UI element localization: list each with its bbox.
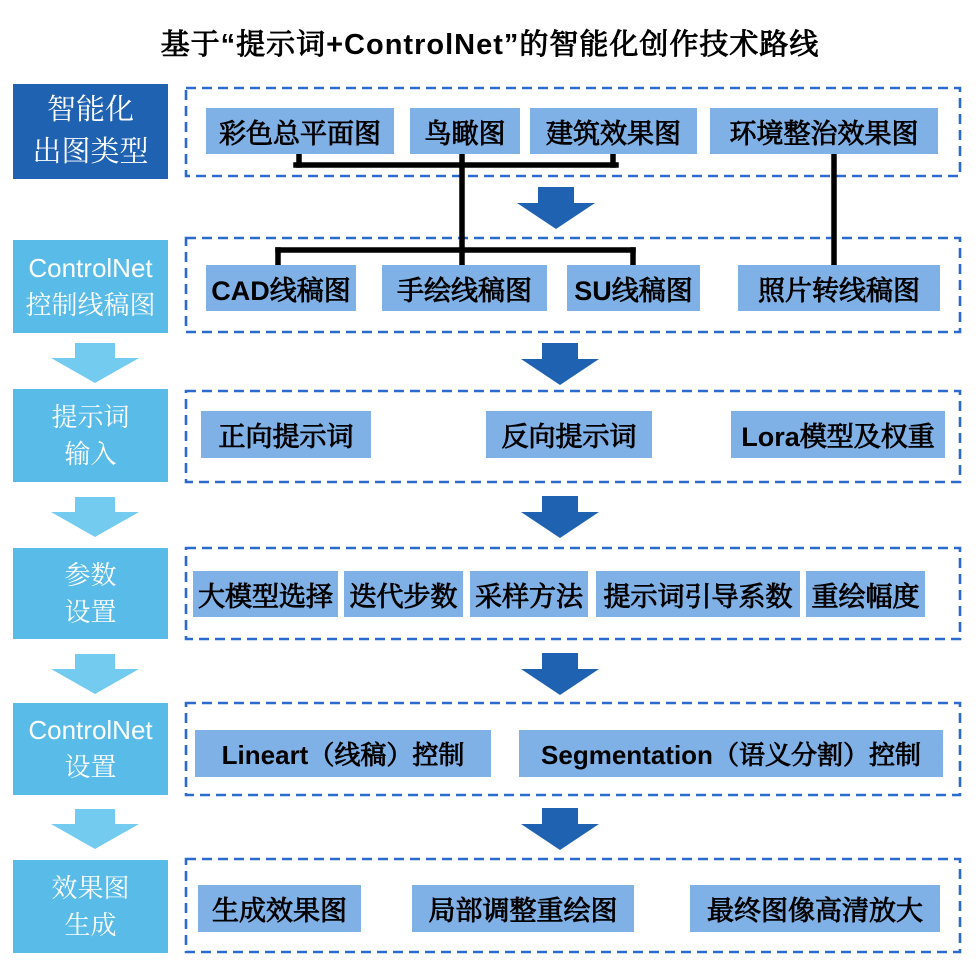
down-arrow-icon <box>51 497 139 537</box>
stage-label-render-output <box>13 860 168 953</box>
flow-item-box: 生成效果图 <box>198 885 361 932</box>
flow-item-box: 迭代步数 <box>344 571 463 617</box>
flow-item-box: 照片转线稿图 <box>738 265 940 311</box>
flow-item-box: 手绘线稿图 <box>382 265 547 311</box>
page-title: 基于“提示词+ControlNet”的智能化创作技术路线 <box>160 29 820 61</box>
flow-item-box: 鸟瞰图 <box>410 108 520 154</box>
flow-item-box: Lineart（线稿）控制 <box>195 730 491 777</box>
down-arrow-icon <box>521 343 599 385</box>
flow-item-box: Segmentation（语义分割）控制 <box>519 730 943 777</box>
flow-item-box: 正向提示词 <box>201 411 371 458</box>
stage-label-prompt-input <box>13 389 168 482</box>
stage-label-line: 智能化 <box>46 94 134 127</box>
stage-label-line: 设置 <box>64 596 117 627</box>
stage-label-line: ControlNet <box>28 715 153 746</box>
down-arrow-icon <box>521 808 599 850</box>
flow-item-box: 建筑效果图 <box>530 108 697 154</box>
stage-label-output-types <box>13 84 168 179</box>
flow-item-box: 提示词引导系数 <box>596 571 800 617</box>
stage-label-line: 生成 <box>64 909 117 940</box>
stage-label-controlnet-lineart <box>13 240 168 333</box>
stage-label-line: ControlNet <box>28 252 153 283</box>
stage-label-line: 出图类型 <box>32 135 149 168</box>
down-arrow-icon <box>521 653 599 695</box>
down-arrow-icon <box>51 654 139 694</box>
flow-item-box: 彩色总平面图 <box>206 108 394 154</box>
stage-label-line: 参数 <box>64 559 117 590</box>
flow-item-box: 重绘幅度 <box>806 571 925 617</box>
flow-item-box: 采样方法 <box>470 571 588 617</box>
flow-item-box: SU线稿图 <box>567 265 700 311</box>
stage-label-line: 设置 <box>64 752 117 782</box>
flow-item-box: 局部调整重绘图 <box>412 885 634 932</box>
down-arrow-icon <box>51 343 139 383</box>
flow-item-box: CAD线稿图 <box>206 265 356 311</box>
flow-item-box: 反向提示词 <box>486 411 652 458</box>
down-arrow-icon <box>517 187 595 229</box>
flow-item-box: Lora模型及权重 <box>731 411 945 458</box>
stage-label-line: 输入 <box>64 438 117 469</box>
flow-item-box: 最终图像高清放大 <box>690 885 940 932</box>
stage-label-line: 提示词 <box>51 401 130 432</box>
flow-item-box: 环境整治效果图 <box>710 108 938 154</box>
stage-label-line: 效果图 <box>51 872 130 903</box>
stage-label-controlnet-settings <box>13 703 168 795</box>
flow-item-box: 大模型选择 <box>193 571 338 617</box>
down-arrow-icon <box>521 496 599 538</box>
down-arrow-icon <box>51 809 139 849</box>
stage-label-line: 控制线稿图 <box>25 289 156 320</box>
stage-label-parameter-settings <box>13 548 168 639</box>
